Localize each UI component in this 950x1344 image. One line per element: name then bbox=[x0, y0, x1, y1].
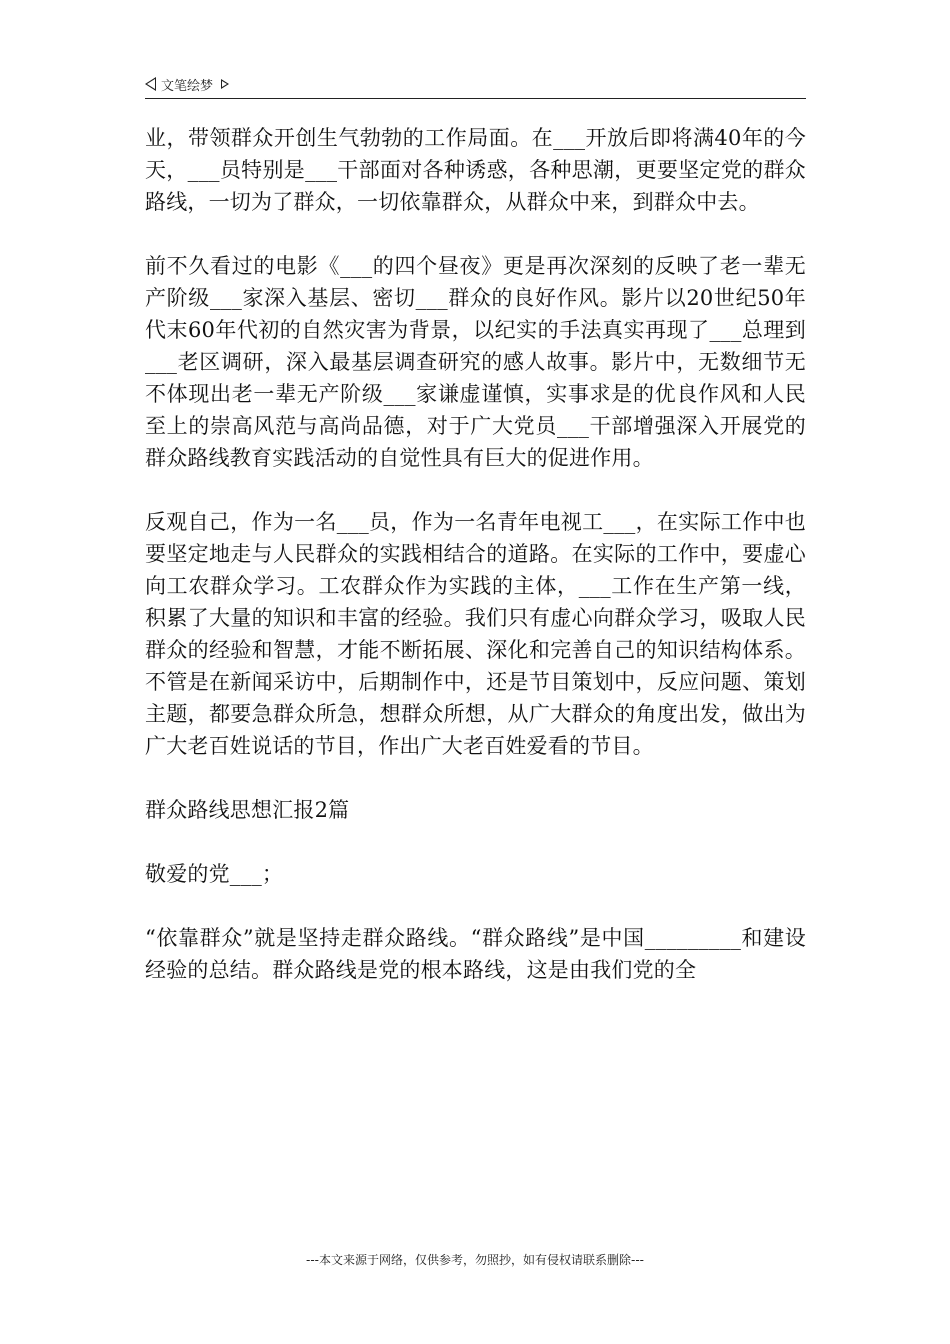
paragraph-2: 前不久看过的电影《___的四个昼夜》更是再次深刻的反映了老一辈无产阶级___家深入基层、密切___群众的良好作风。影片以20世纪50年代末60年代初的自然灾害为背景，以纪实的手法真实再现了___总理到___老区调研，深入最基层调查研究的感人故事。影片中，无数细节无不体现出老一辈无产阶级___家谦虚谨慎，实事求是的优良作风和人民至上的崇高风范与高尚品德，对于广大党员___干部增强深入开展党的群众路线教育实践活动的自觉性具有巨大的促进作用。 bbox=[145, 254, 806, 470]
brand-logo bbox=[145, 74, 229, 94]
section-title: 群众路线思想汇报2篇 bbox=[145, 798, 350, 822]
paragraph-3: 反观自己，作为一名___员，作为一名青年电视工___，在实际工作中也要坚定地走与人民群众的实践相结合的道路。在实际的工作中，要虚心向工农群众学习。工农群众作为实践的主体，___工作在生产第一线，积累了大量的知识和丰富的经验。我们只有虚心向群众学习，吸取人民群众的经验和智慧，才能不断拓展、深化和完善自己的知识结构体系。不管是在新闻采访中，后期制作中，还是节目策划中，反应问题、策划主题，都要急群众所急，想群众所想，从广大群众的角度出发，做出为广大老百姓说话的节目，作出广大老百姓爱看的节目。 bbox=[145, 510, 806, 758]
paragraph-4: “依靠群众”就是坚持走群众路线。“群众路线”是中国_________和建设经验的总结。群众路线是党的根本路线，这是由我们党的全 bbox=[145, 926, 806, 982]
triangle-left-icon bbox=[145, 77, 156, 91]
footer-notice: ---本文来源于网络，仅供参考，勿照抄，如有侵权请联系删除--- bbox=[306, 1253, 644, 1267]
salutation: 敬爱的党___； bbox=[145, 862, 284, 886]
page-header bbox=[145, 74, 806, 99]
triangle-right-icon bbox=[221, 79, 229, 89]
document-body bbox=[145, 122, 806, 1018]
paragraph-1: 业，带领群众开创生气勃勃的工作局面。在___开放后即将满40年的今天，___员特别是___干部面对各种诱惑，各种思潮，更要坚定党的群众路线，一切为了群众，一切依靠群众，从群众中来，到群众中去。 bbox=[145, 126, 806, 214]
brand-name: 文笔绘梦 bbox=[161, 78, 214, 94]
